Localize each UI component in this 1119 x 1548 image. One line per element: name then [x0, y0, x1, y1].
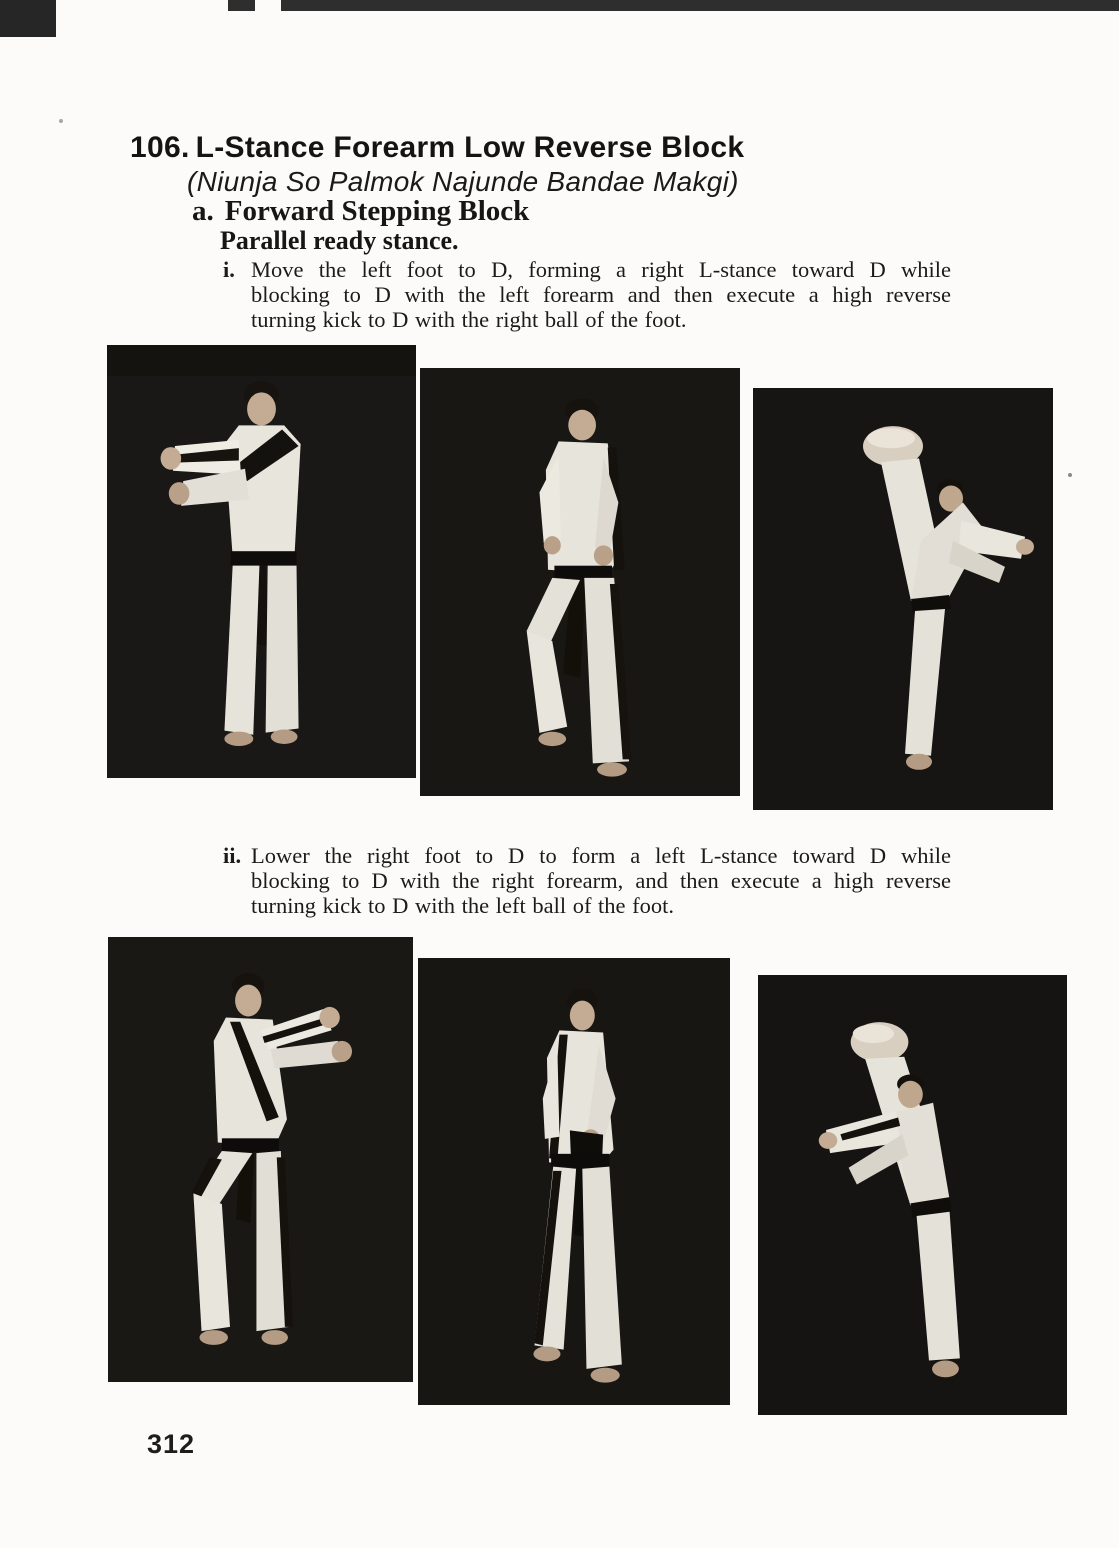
korean-name: (Niunja So Palmok Najunde Bandae Makgi): [187, 166, 739, 197]
section-title: L-Stance Forearm Low Reverse Block: [195, 131, 745, 164]
photo-step-i-pose-3: [753, 388, 1053, 810]
martial-artist-low-block-figure: [418, 958, 730, 1405]
section-heading: [130, 132, 744, 164]
section-number: 106.: [130, 131, 190, 164]
photo-step-i-pose-2: [420, 368, 740, 796]
photo-step-ii-pose-1: [108, 937, 413, 1382]
photo-step-ii-pose-2: [418, 958, 730, 1405]
step-ii-label: ii.: [223, 843, 242, 868]
scan-artifact-topbar: [281, 0, 1119, 11]
step-ii-line-3: turning kick to D with the left ball of the foot.: [251, 893, 675, 918]
step-ii-line-1: Lower the right foot to D to form a left L-stance toward D while: [251, 843, 951, 868]
page-number: 312: [147, 1429, 196, 1459]
step-i-line-1: Move the left foot to D, forming a right L-stance toward D while: [251, 257, 951, 282]
ready-stance-line: Parallel ready stance.: [220, 226, 459, 255]
step-i-line-3: turning kick to D with the right ball of the foot.: [251, 307, 687, 332]
step-i-label: i.: [223, 257, 235, 282]
scan-dust-dot: [1068, 473, 1072, 477]
scan-dust-dot: [59, 119, 63, 123]
photo-step-i-pose-1: [107, 345, 416, 778]
photo-step-ii-pose-3: [758, 975, 1067, 1415]
step-i-paragraph: [223, 257, 951, 332]
martial-artist-high-kick-figure: [753, 388, 1053, 810]
martial-artist-front-block-figure: [107, 345, 416, 778]
step-ii-line-2: blocking to D with the right forearm, and then execute a high reverse: [251, 868, 951, 893]
step-ii-paragraph: [223, 843, 951, 918]
scan-artifact-corner: [0, 0, 56, 37]
subsection-a-title: Forward Stepping Block: [224, 195, 530, 227]
scan-artifact-topbar: [228, 0, 255, 11]
martial-artist-high-kick-left-figure: [758, 975, 1067, 1415]
subsection-a-label: a.: [192, 195, 214, 227]
martial-artist-lstance-block-figure: [420, 368, 740, 796]
step-i-line-2: blocking to D with the left forearm and then execute a high reverse: [251, 282, 951, 307]
martial-artist-raised-block-figure: [108, 937, 413, 1382]
subsection-a-heading: [192, 195, 529, 227]
